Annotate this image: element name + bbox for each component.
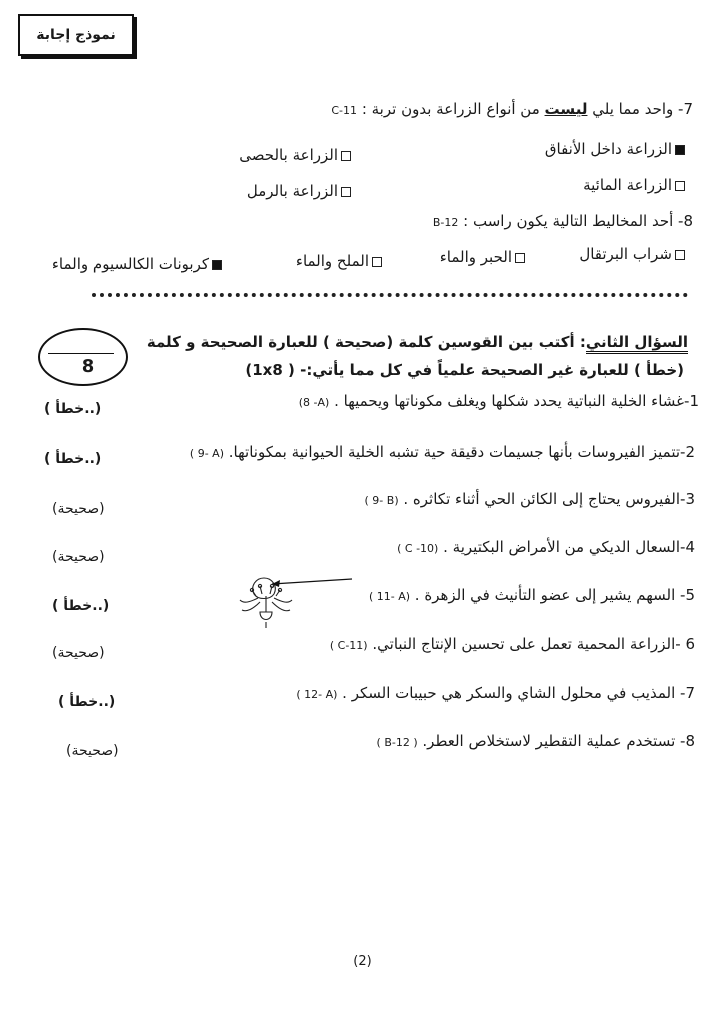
tf-answer-1: (..خطأ ) bbox=[44, 401, 102, 417]
checkbox-empty-icon bbox=[372, 257, 382, 267]
q7-emphasis: ليست bbox=[544, 100, 588, 118]
tf-item-code: ( 9- B) bbox=[364, 494, 399, 507]
q8-option-1 bbox=[579, 245, 688, 263]
checkbox-empty-icon bbox=[515, 253, 525, 263]
tf-item-3 bbox=[365, 490, 695, 508]
tf-item-text: 3-الفيروس يحتاج إلى الكائن الحي أثناء تكاثره . bbox=[403, 490, 695, 508]
tf-item-5 bbox=[369, 586, 695, 604]
tf-item-6 bbox=[330, 635, 695, 653]
tf-item-code: ( C-11) bbox=[329, 639, 368, 652]
question2-title-line1 bbox=[147, 333, 688, 351]
tf-answer-3: (صحيحة) bbox=[52, 501, 105, 517]
question2-marks-formula: (1x8 ) bbox=[245, 361, 295, 379]
tf-item-text: 7- المذيب في محلول الشاي والسكر هي حبيبات السكر . bbox=[342, 684, 695, 702]
tf-answer-8: (صحيحة) bbox=[66, 743, 119, 759]
tf-answer-7: (..خطأ ) bbox=[58, 694, 116, 710]
checkbox-empty-icon bbox=[675, 181, 685, 191]
q7-option-label: الزراعة بالحصى bbox=[239, 146, 338, 164]
score-divider-line bbox=[48, 353, 114, 354]
q8-stem bbox=[433, 212, 693, 230]
question2-title-prefix: السؤال الثاني bbox=[586, 333, 688, 354]
tf-item-code: ( 11- A) bbox=[368, 590, 411, 603]
tf-item-text: 1-غشاء الخلية النباتية يحدد شكلها ويغلف مكوناتها ويحميها . bbox=[334, 392, 699, 410]
tf-item-7 bbox=[296, 684, 695, 702]
q8-option-4 bbox=[52, 255, 225, 273]
answer-model-box bbox=[18, 14, 134, 56]
q8-text: 8- أحد المخاليط التالية يكون راسب : bbox=[463, 212, 693, 230]
checkbox-checked-icon bbox=[212, 260, 222, 270]
tf-item-2 bbox=[190, 443, 695, 461]
tf-item-code: ( 9- A) bbox=[189, 447, 224, 460]
q7-option-label: الزراعة بالرمل bbox=[246, 182, 338, 200]
checkbox-empty-icon bbox=[341, 187, 351, 197]
question2-title-line2 bbox=[245, 361, 684, 379]
q7-number: 7- bbox=[678, 100, 693, 118]
q8-code: B-12 bbox=[432, 216, 459, 229]
q7-text-before: واحد مما يلي bbox=[592, 100, 674, 118]
q7-option-4 bbox=[247, 182, 354, 200]
tf-item-code: ( B-12 ) bbox=[376, 736, 418, 749]
tf-item-text: 6 -الزراعة المحمية تعمل على تحسين الإنتاج النباتي. bbox=[372, 635, 695, 653]
q7-option-2 bbox=[239, 146, 354, 164]
tf-item-text: 2-تتميز الفيروسات بأنها جسيمات دقيقة حية تشبه الخلية الحيوانية بمكوناتها. bbox=[228, 443, 695, 461]
q7-code: C-11 bbox=[331, 104, 358, 117]
dotted-divider bbox=[92, 293, 688, 303]
tf-item-text: 5- السهم يشير إلى عضو التأنيث في الزهرة . bbox=[414, 586, 695, 604]
tf-item-code: (8 -A) bbox=[298, 396, 330, 409]
q8-option-label: شراب البرتقال bbox=[579, 245, 672, 263]
q7-option-label: الزراعة داخل الأنفاق bbox=[544, 140, 672, 158]
question2-title-rest: : أكتب بين القوسين كلمة (صحيحة ) للعبارة الصحيحة و كلمة bbox=[146, 333, 586, 351]
q8-option-label: كربونات الكالسيوم والماء bbox=[51, 255, 209, 273]
q7-stem bbox=[331, 100, 693, 118]
flower-diagram bbox=[236, 568, 354, 630]
tf-answer-4: (صحيحة) bbox=[52, 549, 105, 565]
page-number: (2) bbox=[353, 954, 372, 969]
checkbox-empty-icon bbox=[341, 151, 351, 161]
tf-item-text: 4-السعال الديكي من الأمراض البكتيرية . bbox=[443, 538, 695, 556]
checkbox-checked-icon bbox=[675, 145, 685, 155]
q7-option-1 bbox=[545, 140, 688, 158]
tf-item-code: ( 12- A) bbox=[296, 688, 338, 701]
question2-title-line2-text: (خطأ ) للعبارة غير الصحيحة علمياً في كل مما يأتي:- bbox=[300, 361, 684, 379]
checkbox-empty-icon bbox=[675, 250, 685, 260]
q8-option-3 bbox=[296, 252, 385, 270]
answer-model-label: نموذج إجابة bbox=[36, 27, 116, 43]
tf-item-4 bbox=[397, 538, 695, 556]
tf-answer-2: (..خطأ ) bbox=[44, 451, 102, 467]
tf-item-8 bbox=[377, 732, 695, 750]
q8-option-label: الحبر والماء bbox=[439, 248, 512, 266]
tf-item-1 bbox=[299, 392, 699, 410]
q8-option-2 bbox=[440, 248, 528, 266]
tf-answer-6: (صحيحة) bbox=[52, 645, 105, 661]
tf-answer-5: (..خطأ ) bbox=[52, 598, 110, 614]
q7-option-3 bbox=[583, 176, 688, 194]
score-value: 8 bbox=[81, 356, 95, 377]
q8-option-label: الملح والماء bbox=[295, 252, 369, 270]
q7-text-after: من أنواع الزراعة بدون تربة : bbox=[361, 100, 540, 118]
tf-item-text: 8- تستخدم عملية التقطير لاستخلاص العطر. bbox=[422, 732, 695, 750]
q7-option-label: الزراعة المائية bbox=[583, 176, 672, 194]
tf-item-code: ( C -10) bbox=[397, 542, 439, 555]
